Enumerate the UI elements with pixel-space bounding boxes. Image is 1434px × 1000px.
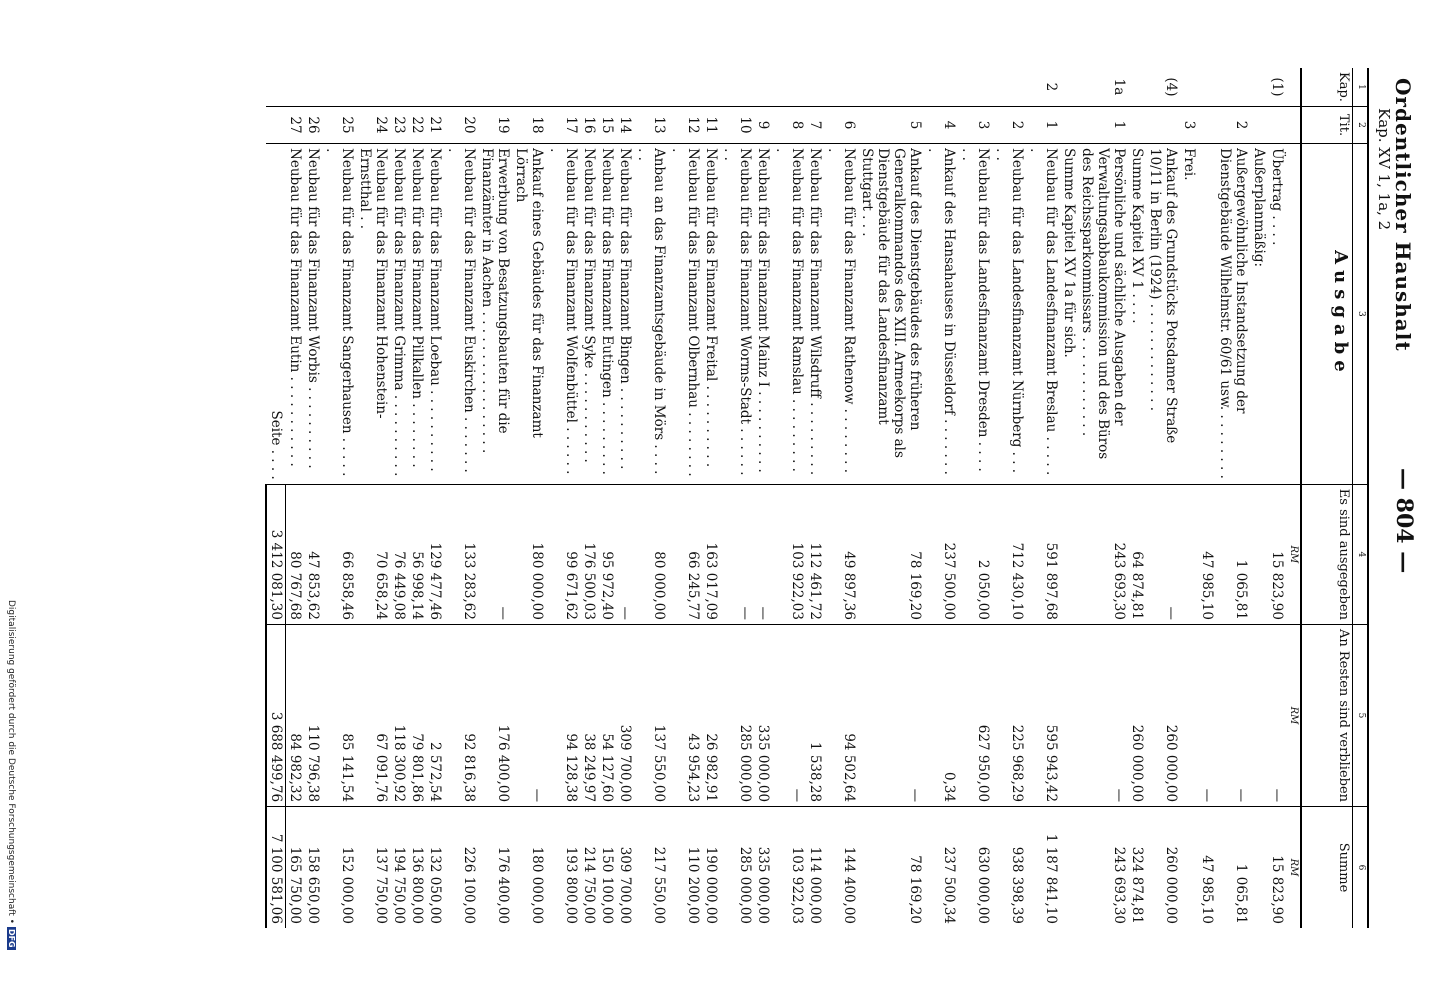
ausgegeben-cell: 49 897,36 [824, 484, 858, 624]
kap-cell [634, 68, 668, 106]
table-row [1078, 68, 1128, 928]
summe-cell [1060, 807, 1078, 928]
ausgegeben-cell [1060, 484, 1078, 624]
total-row [266, 68, 286, 928]
description-cell: Übertrag . . . . [1269, 148, 1285, 246]
summe-cell: 324 874,81 [1128, 807, 1146, 928]
verblieben-cell: 2 572,54 [426, 624, 444, 806]
tit-cell [1268, 106, 1286, 143]
summe-cell: 194 750,00 [390, 807, 408, 928]
table-row [1216, 68, 1250, 928]
kap-cell [444, 68, 478, 106]
summe-cell: 243 693,30 [1078, 807, 1128, 928]
tit-cell: 9 [754, 106, 772, 143]
ausgegeben-cell: — [754, 484, 772, 624]
summe-cell: 217 550,00 [634, 807, 668, 928]
table-row [720, 68, 754, 928]
tit-cell [1060, 106, 1078, 143]
ausgegeben-cell [1180, 484, 1198, 624]
dfg-logo: DFG [7, 928, 16, 948]
kap-cell [702, 68, 720, 106]
table-row [634, 68, 668, 928]
ausgegeben-cell: 76 449,08 [390, 484, 408, 624]
description-cell: Neubau für das Landesfinanzamt Dresden . . . . . . [959, 148, 991, 472]
kap-cell [858, 68, 924, 106]
table-row [806, 68, 824, 928]
ausgegeben-cell: 112 461,72 [806, 484, 824, 624]
summe-cell: 285 000,00 [720, 807, 754, 928]
summe-cell: 103 922,03 [772, 807, 806, 928]
tit-cell: 2 [992, 106, 1026, 143]
header-summe: Summe [1301, 807, 1353, 928]
kap-cell [924, 68, 958, 106]
ausgegeben-cell: 78 169,20 [858, 484, 924, 624]
kap-cell [1198, 68, 1216, 106]
ausgegeben-cell [1250, 484, 1268, 624]
verblieben-cell: 118 300,92 [390, 624, 408, 806]
description-cell: Neubau für das Finanzamt Grimma . . . . . . . . . . [391, 148, 407, 477]
table-body [286, 68, 1287, 928]
summe-cell: 132 050,00 [426, 807, 444, 928]
kap-cell [1060, 68, 1078, 106]
tit-cell: 19 [478, 106, 512, 143]
tit-cell [1250, 106, 1268, 143]
table-row [546, 68, 580, 928]
summe-cell: 938 398,39 [992, 807, 1026, 928]
summe-cell: 144 400,00 [824, 807, 858, 928]
table-row [322, 68, 356, 928]
total-verblieben: 3 688 499,76 [266, 624, 286, 806]
summe-cell: 260 000,00 [1146, 807, 1180, 928]
expenditure-table [265, 68, 1369, 928]
verblieben-cell: 85 141,54 [322, 624, 356, 806]
summe-cell: 309 700,00 [616, 807, 634, 928]
description-cell: Neubau für das Finanzamt Sangerhausen . . . . . . [323, 148, 355, 477]
kap-cell [598, 68, 616, 106]
verblieben-cell: 0,34 [924, 624, 958, 806]
ausgegeben-cell: — [720, 484, 754, 624]
description-cell: Summe Kapitel XV 1a für sich. [1061, 148, 1077, 358]
document-title: Ordentlicher Haushalt [1391, 78, 1415, 352]
summe-cell: 110 200,00 [668, 807, 702, 928]
table-row [1146, 68, 1180, 928]
tit-cell: 1 [1026, 106, 1060, 143]
ausgegeben-cell: 66 858,46 [322, 484, 356, 624]
kap-cell [1216, 68, 1250, 106]
description-cell: Neubau für das Finanzamt Eutingen . . . . . . . . . [599, 148, 615, 475]
tit-cell: 7 [806, 106, 824, 143]
kap-cell [616, 68, 634, 106]
verblieben-cell: 335 000,00 [754, 624, 772, 806]
kap-cell [992, 68, 1026, 106]
tit-cell: 14 [616, 106, 634, 143]
ausgegeben-cell: 47 985,10 [1198, 484, 1216, 624]
rotated-ledger-page [0, 68, 1415, 968]
description-cell: Neubau für das Finanzamt Loebau . . . . . . . . . . [427, 148, 443, 472]
kap-cell [356, 68, 390, 106]
column-number: 5 [1353, 624, 1369, 806]
ausgegeben-cell: 243 693,30 [1078, 484, 1128, 624]
tit-cell: 16 [580, 106, 598, 143]
description-cell: Neubau für das Finanzamt Freital . . . . . . . . . . [703, 148, 719, 468]
kap-cell [408, 68, 426, 106]
summe-cell: 190 000,00 [702, 807, 720, 928]
summe-cell: 1 187 841,10 [1026, 807, 1060, 928]
table-row [478, 68, 512, 928]
page-header [1375, 68, 1415, 968]
description-cell: Ankauf des Grundstücks Potsdamer Straße 10/11 in Berlin (1924) . . . . . . . . . . . . . [1147, 148, 1179, 444]
kap-cell [304, 68, 322, 106]
tit-cell [1146, 106, 1180, 143]
tit-cell [1128, 106, 1146, 143]
verblieben-cell [1180, 624, 1198, 806]
tit-cell: 1 [1078, 106, 1128, 143]
verblieben-cell: 94 502,64 [824, 624, 858, 806]
table-row [992, 68, 1026, 928]
ausgegeben-cell: 80 767,68 [286, 484, 305, 624]
ausgegeben-cell: 15 823,90 [1268, 484, 1286, 624]
tit-cell: 3 [958, 106, 992, 143]
table-row [1268, 68, 1286, 928]
description-cell: Frei. [1181, 148, 1197, 181]
summe-cell: 152 000,00 [322, 807, 356, 928]
table-row [408, 68, 426, 928]
description-cell: Erwerbung von Besatzungsbauten für die Finanzämter in Aachen . . . . . . . . . . . . . . . . . [479, 148, 511, 454]
ausgegeben-cell: 70 658,24 [356, 484, 390, 624]
ausgegeben-cell: 129 477,46 [426, 484, 444, 624]
tit-cell: 23 [390, 106, 408, 143]
tit-cell: 26 [304, 106, 322, 143]
table-row [1128, 68, 1146, 928]
verblieben-cell: 84 982,32 [286, 624, 305, 806]
page-number: — 804 — [1391, 468, 1417, 574]
table-row [304, 68, 322, 928]
column-number-row [1353, 68, 1369, 928]
verblieben-cell: 1 538,28 [806, 624, 824, 806]
description-cell: Ankauf des Hansahauses in Düsseldorf . . . . . . . . [925, 148, 957, 475]
summe-cell: 158 650,00 [304, 807, 322, 928]
tit-cell: 27 [286, 106, 305, 143]
ausgegeben-cell: 56 998,14 [408, 484, 426, 624]
ausgegeben-cell: — [616, 484, 634, 624]
verblieben-cell: 225 968,29 [992, 624, 1026, 806]
tit-cell: 6 [824, 106, 858, 143]
header-tit: Tit. [1301, 106, 1353, 143]
unit-label: RM [1286, 484, 1301, 624]
ausgegeben-cell: 99 671,62 [546, 484, 580, 624]
description-cell: Neubau für das Finanzamt Euskirchen . . . . . . . . [445, 148, 477, 473]
ausgegeben-cell: 176 500,03 [580, 484, 598, 624]
tit-cell: 24 [356, 106, 390, 143]
header-kap: Kap. [1301, 68, 1353, 106]
verblieben-cell: 54 127,60 [598, 624, 616, 806]
kap-cell: (1) [1268, 68, 1286, 106]
unit-label: RM [1286, 624, 1301, 806]
kap-cell [668, 68, 702, 106]
description-cell: Neubau für das Finanzamt Pillkallen . . . . . . . . [409, 148, 425, 468]
description-cell: Ankauf des Dienstgebäudes des früheren Generalkommandos des XIII. Armeekorps als Dienstgebäude für das Landesfinanzamt Stuttgart . . . [859, 148, 923, 458]
unit-row [1286, 68, 1301, 928]
verblieben-cell: 260 000,00 [1146, 624, 1180, 806]
summe-cell: 335 000,00 [754, 807, 772, 928]
table-row [702, 68, 720, 928]
column-number: 2 [1353, 106, 1369, 143]
description-cell: Außergewöhnliche Instandsetzung der Dienstgebäude Wilhelmstr. 60/61 usw. . . . . . . . . [1217, 148, 1249, 479]
verblieben-cell: — [858, 624, 924, 806]
summe-cell: 180 000,00 [512, 807, 546, 928]
description-cell: Neubau für das Finanzamt Worms-Stadt . . . . . . . . [721, 148, 753, 476]
description-cell [1198, 144, 1216, 485]
tit-cell: 4 [924, 106, 958, 143]
description-cell: Neubau für das Finanzamt Syke . . . . . . . . . . . [581, 148, 597, 463]
ausgegeben-cell: 712 430,10 [992, 484, 1026, 624]
verblieben-cell: — [772, 624, 806, 806]
description-cell: Neubau für das Finanzamt Eutin . . . . . . . . . . . [287, 148, 303, 467]
table-row [958, 68, 992, 928]
description-cell: Neubau für das Finanzamt Rathenow . . . . . . . . . [825, 148, 857, 474]
kap-cell [478, 68, 512, 106]
table-row [824, 68, 858, 928]
kap-cell [824, 68, 858, 106]
description-cell: Neubau für das Landesfinanzamt Nürnberg . . . . . [993, 148, 1025, 474]
description-cell: Neubau für das Landesfinanzamt Breslau . . . . . . [1027, 148, 1059, 476]
description-cell: Neubau für das Finanzamt Ramslau . . . . . . . . . . [773, 148, 805, 472]
summe-cell: 226 100,00 [444, 807, 478, 928]
ausgegeben-cell: — [1146, 484, 1180, 624]
table-row [598, 68, 616, 928]
tit-cell: 12 [668, 106, 702, 143]
header-ausgabe: Ausgabe [1330, 250, 1351, 378]
tit-cell: 11 [702, 106, 720, 143]
table-row [1180, 68, 1198, 928]
kap-cell [512, 68, 546, 106]
ausgegeben-cell: 133 283,62 [444, 484, 478, 624]
table-row [444, 68, 478, 928]
verblieben-cell: 92 816,38 [444, 624, 478, 806]
kap-cell [958, 68, 992, 106]
table-row [924, 68, 958, 928]
kap-cell [720, 68, 754, 106]
table-row [1250, 68, 1268, 928]
summe-cell: 47 985,10 [1198, 807, 1216, 928]
total-label: Seite . . . . [268, 410, 285, 480]
verblieben-cell: 309 700,00 [616, 624, 634, 806]
table-row [426, 68, 444, 928]
tit-cell: 15 [598, 106, 616, 143]
tit-cell: 20 [444, 106, 478, 143]
verblieben-cell: 43 954,23 [668, 624, 702, 806]
description-cell: Neubau für das Finanzamt Hohenstein-Ernstthal . . [357, 148, 389, 419]
ausgegeben-cell: 591 897,68 [1026, 484, 1060, 624]
column-number: 3 [1353, 144, 1369, 485]
header-ausgegeben: Es sind ausgegeben [1301, 484, 1353, 624]
ausgegeben-cell: 47 853,62 [304, 484, 322, 624]
summe-cell [1250, 807, 1268, 928]
table-row [390, 68, 408, 928]
tit-cell: 22 [408, 106, 426, 143]
summe-cell: 15 823,90 [1268, 807, 1286, 928]
summe-cell: 150 100,00 [598, 807, 616, 928]
summe-cell: 1 065,81 [1216, 807, 1250, 928]
ausgegeben-cell: 95 972,40 [598, 484, 616, 624]
table-row [754, 68, 772, 928]
verblieben-cell: 110 796,38 [304, 624, 322, 806]
digitization-note [6, 600, 16, 950]
digitization-text: Digitalisierung gefördert durch die Deutsche Forschungsgemeinschaft • [6, 600, 16, 924]
tit-cell: 8 [772, 106, 806, 143]
kap-cell [754, 68, 772, 106]
table-row [356, 68, 390, 928]
ausgegeben-cell: 1 065,81 [1216, 484, 1250, 624]
verblieben-cell: — [512, 624, 546, 806]
description-cell: Neubau für das Finanzamt Wilsdruff . . . . . . . . . [807, 148, 823, 476]
kap-cell [286, 68, 305, 106]
tit-cell [1198, 106, 1216, 143]
ausgegeben-cell: — [478, 484, 512, 624]
verblieben-cell: — [1078, 624, 1128, 806]
kap-cell [1128, 68, 1146, 106]
total-ausgegeben: 3 412 081,30 [266, 484, 286, 624]
description-cell: Persönliche und sächliche Ausgaben der Verwaltungsabbaukommission und des Büros des Reichssparkommissars . . . . . . . . . . . . [1079, 148, 1127, 460]
table-row [580, 68, 598, 928]
ausgegeben-cell: 237 500,00 [924, 484, 958, 624]
description-cell: Neubau für das Finanzamt Worbis . . . . . . . . . . [305, 148, 321, 469]
table-row [1198, 68, 1216, 928]
table-row [1060, 68, 1078, 928]
verblieben-cell: — [1216, 624, 1250, 806]
unit-label: RM [1286, 807, 1301, 928]
table-row [512, 68, 546, 928]
description-cell: Neubau für das Finanzamt Wolfenbüttel . . . . . . . [547, 148, 579, 475]
ausgegeben-cell: 66 245,77 [668, 484, 702, 624]
ausgegeben-cell: 180 000,00 [512, 484, 546, 624]
description-cell: Neubau für das Finanzamt Mainz I . . . . . . . . . . [755, 148, 771, 473]
summe-cell: 176 400,00 [478, 807, 512, 928]
summe-cell: 137 750,00 [356, 807, 390, 928]
description-cell: Ankauf eines Gebäudes für das Finanzamt Lörrach [513, 148, 545, 438]
chapter-subtitle: Kap. XV 1, 1a, 2 [1375, 108, 1393, 231]
kap-cell [580, 68, 598, 106]
kap-cell [322, 68, 356, 106]
column-number: 1 [1353, 68, 1369, 106]
ausgegeben-cell: 64 874,81 [1128, 484, 1146, 624]
kap-cell: 2 [1026, 68, 1060, 106]
table-row [858, 68, 924, 928]
verblieben-cell: 94 128,38 [546, 624, 580, 806]
summe-cell: 630 000,00 [958, 807, 992, 928]
tit-cell: 5 [858, 106, 924, 143]
summe-cell: 114 000,00 [806, 807, 824, 928]
table-row [286, 68, 305, 928]
verblieben-cell: — [1268, 624, 1286, 806]
description-cell: Neubau für das Finanzamt Bingen . . . . . . . . . . [617, 148, 633, 470]
tit-cell: 13 [634, 106, 668, 143]
summe-cell: 237 500,34 [924, 807, 958, 928]
tit-cell: 17 [546, 106, 580, 143]
verblieben-cell: 79 801,86 [408, 624, 426, 806]
verblieben-cell: 627 950,00 [958, 624, 992, 806]
verblieben-cell: 285 000,00 [720, 624, 754, 806]
description-cell: Außerplanmäßig: [1251, 148, 1267, 268]
description-cell: Neubau für das Finanzamt Olbernhau . . . . . . . . . [669, 148, 701, 477]
tit-cell: 21 [426, 106, 444, 143]
ausgegeben-cell: 163 017,09 [702, 484, 720, 624]
kap-cell [806, 68, 824, 106]
table-row [668, 68, 702, 928]
verblieben-cell: 38 249,97 [580, 624, 598, 806]
tit-cell: 18 [512, 106, 546, 143]
tit-cell: 3 [1180, 106, 1198, 143]
header-verblieben: An Resten sind verblieben [1301, 624, 1353, 806]
summe-cell [1180, 807, 1198, 928]
summe-cell: 78 169,20 [858, 807, 924, 928]
verblieben-cell [1060, 624, 1078, 806]
verblieben-cell: 595 943,42 [1026, 624, 1060, 806]
kap-cell [426, 68, 444, 106]
column-number: 6 [1353, 807, 1369, 928]
ausgegeben-cell: 80 000,00 [634, 484, 668, 624]
kap-cell: 1a [1078, 68, 1128, 106]
verblieben-cell: 26 982,91 [702, 624, 720, 806]
table-row [772, 68, 806, 928]
ausgegeben-cell: 2 050,00 [958, 484, 992, 624]
tit-cell: 25 [322, 106, 356, 143]
kap-cell [772, 68, 806, 106]
ausgegeben-cell: 103 922,03 [772, 484, 806, 624]
summe-cell: 193 800,00 [546, 807, 580, 928]
table-row [1026, 68, 1060, 928]
column-number: 4 [1353, 484, 1369, 624]
tit-cell: 10 [720, 106, 754, 143]
verblieben-cell: — [1198, 624, 1216, 806]
verblieben-cell: 176 400,00 [478, 624, 512, 806]
tit-cell: 2 [1216, 106, 1250, 143]
kap-cell [546, 68, 580, 106]
table-row [616, 68, 634, 928]
summe-cell: 165 750,00 [286, 807, 305, 928]
summe-cell: 136 800,00 [408, 807, 426, 928]
kap-cell [390, 68, 408, 106]
total-summe: 7 100 581,06 [266, 807, 286, 928]
description-cell: Summe Kapitel XV 1 . . . . [1129, 148, 1145, 324]
kap-cell: (4) [1146, 68, 1180, 106]
summe-cell: 214 750,00 [580, 807, 598, 928]
column-header-row [1301, 68, 1353, 928]
verblieben-cell: 67 091,76 [356, 624, 390, 806]
verblieben-cell [1250, 624, 1268, 806]
kap-cell [1250, 68, 1268, 106]
verblieben-cell: 260 000,00 [1128, 624, 1146, 806]
verblieben-cell: 137 550,00 [634, 624, 668, 806]
kap-cell [1180, 68, 1198, 106]
description-cell: Anbau an das Finanzamtsgebäude in Mörs . . . . . . [635, 148, 667, 475]
